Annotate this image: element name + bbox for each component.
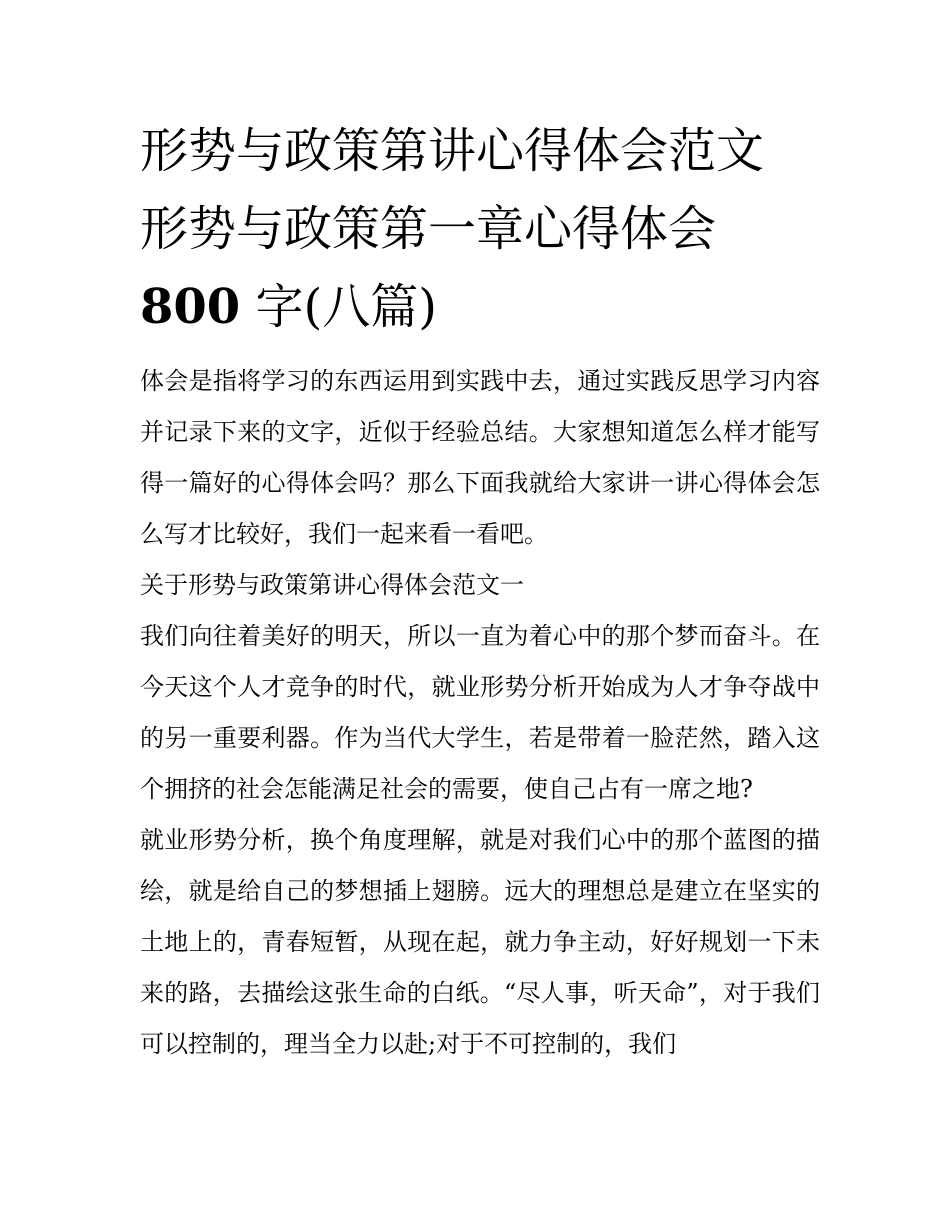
title-suffix: 字(八篇) xyxy=(255,279,437,335)
title-line-3 xyxy=(140,268,830,346)
intro-paragraph: 体会是指将学习的东西运用到实践中去，通过实践反思学习内容并记录下来的文字，近似于经验总结。大家想知道怎么样才能写得一篇好的心得体会吗？那么下面我就给大家讲一讲心得体会怎么写才比较好，我们一起来看一看吧。 xyxy=(140,367,820,548)
body-paragraph-2: 就业形势分析，换个角度理解，就是对我们心中的那个蓝图的描绘，就是给自己的梦想插上翅膀。远大的理想总是建立在坚实的土地上的，青春短暂，从现在起，就力争主动，好好规划一下未来的路，去描绘这张生命的白纸。“尽人事，听天命”，对于我们可以控制的，理当全力以赴;对于不可控制的，我们 xyxy=(140,826,820,1058)
document-title xyxy=(140,112,830,346)
body-paragraph-1: 我们向往着美好的明天，所以一直为着心中的那个梦而奋斗。在今天这个人才竞争的时代，就业形势分析开始成为人才争夺战中的另一重要利器。作为当代大学生，若是带着一脸茫然，踏入这个拥挤的社会怎能满足社会的需要，使自己占有一席之地? xyxy=(140,622,820,803)
document-body xyxy=(140,356,820,1070)
section-heading: 关于形势与政策第讲心得体会范文一 xyxy=(140,571,524,599)
title-word-count: 800 xyxy=(140,279,241,335)
title-line-2: 形势与政策第一章心得体会 xyxy=(140,201,717,257)
title-line-1: 形势与政策第讲心得体会范文 xyxy=(140,123,765,179)
